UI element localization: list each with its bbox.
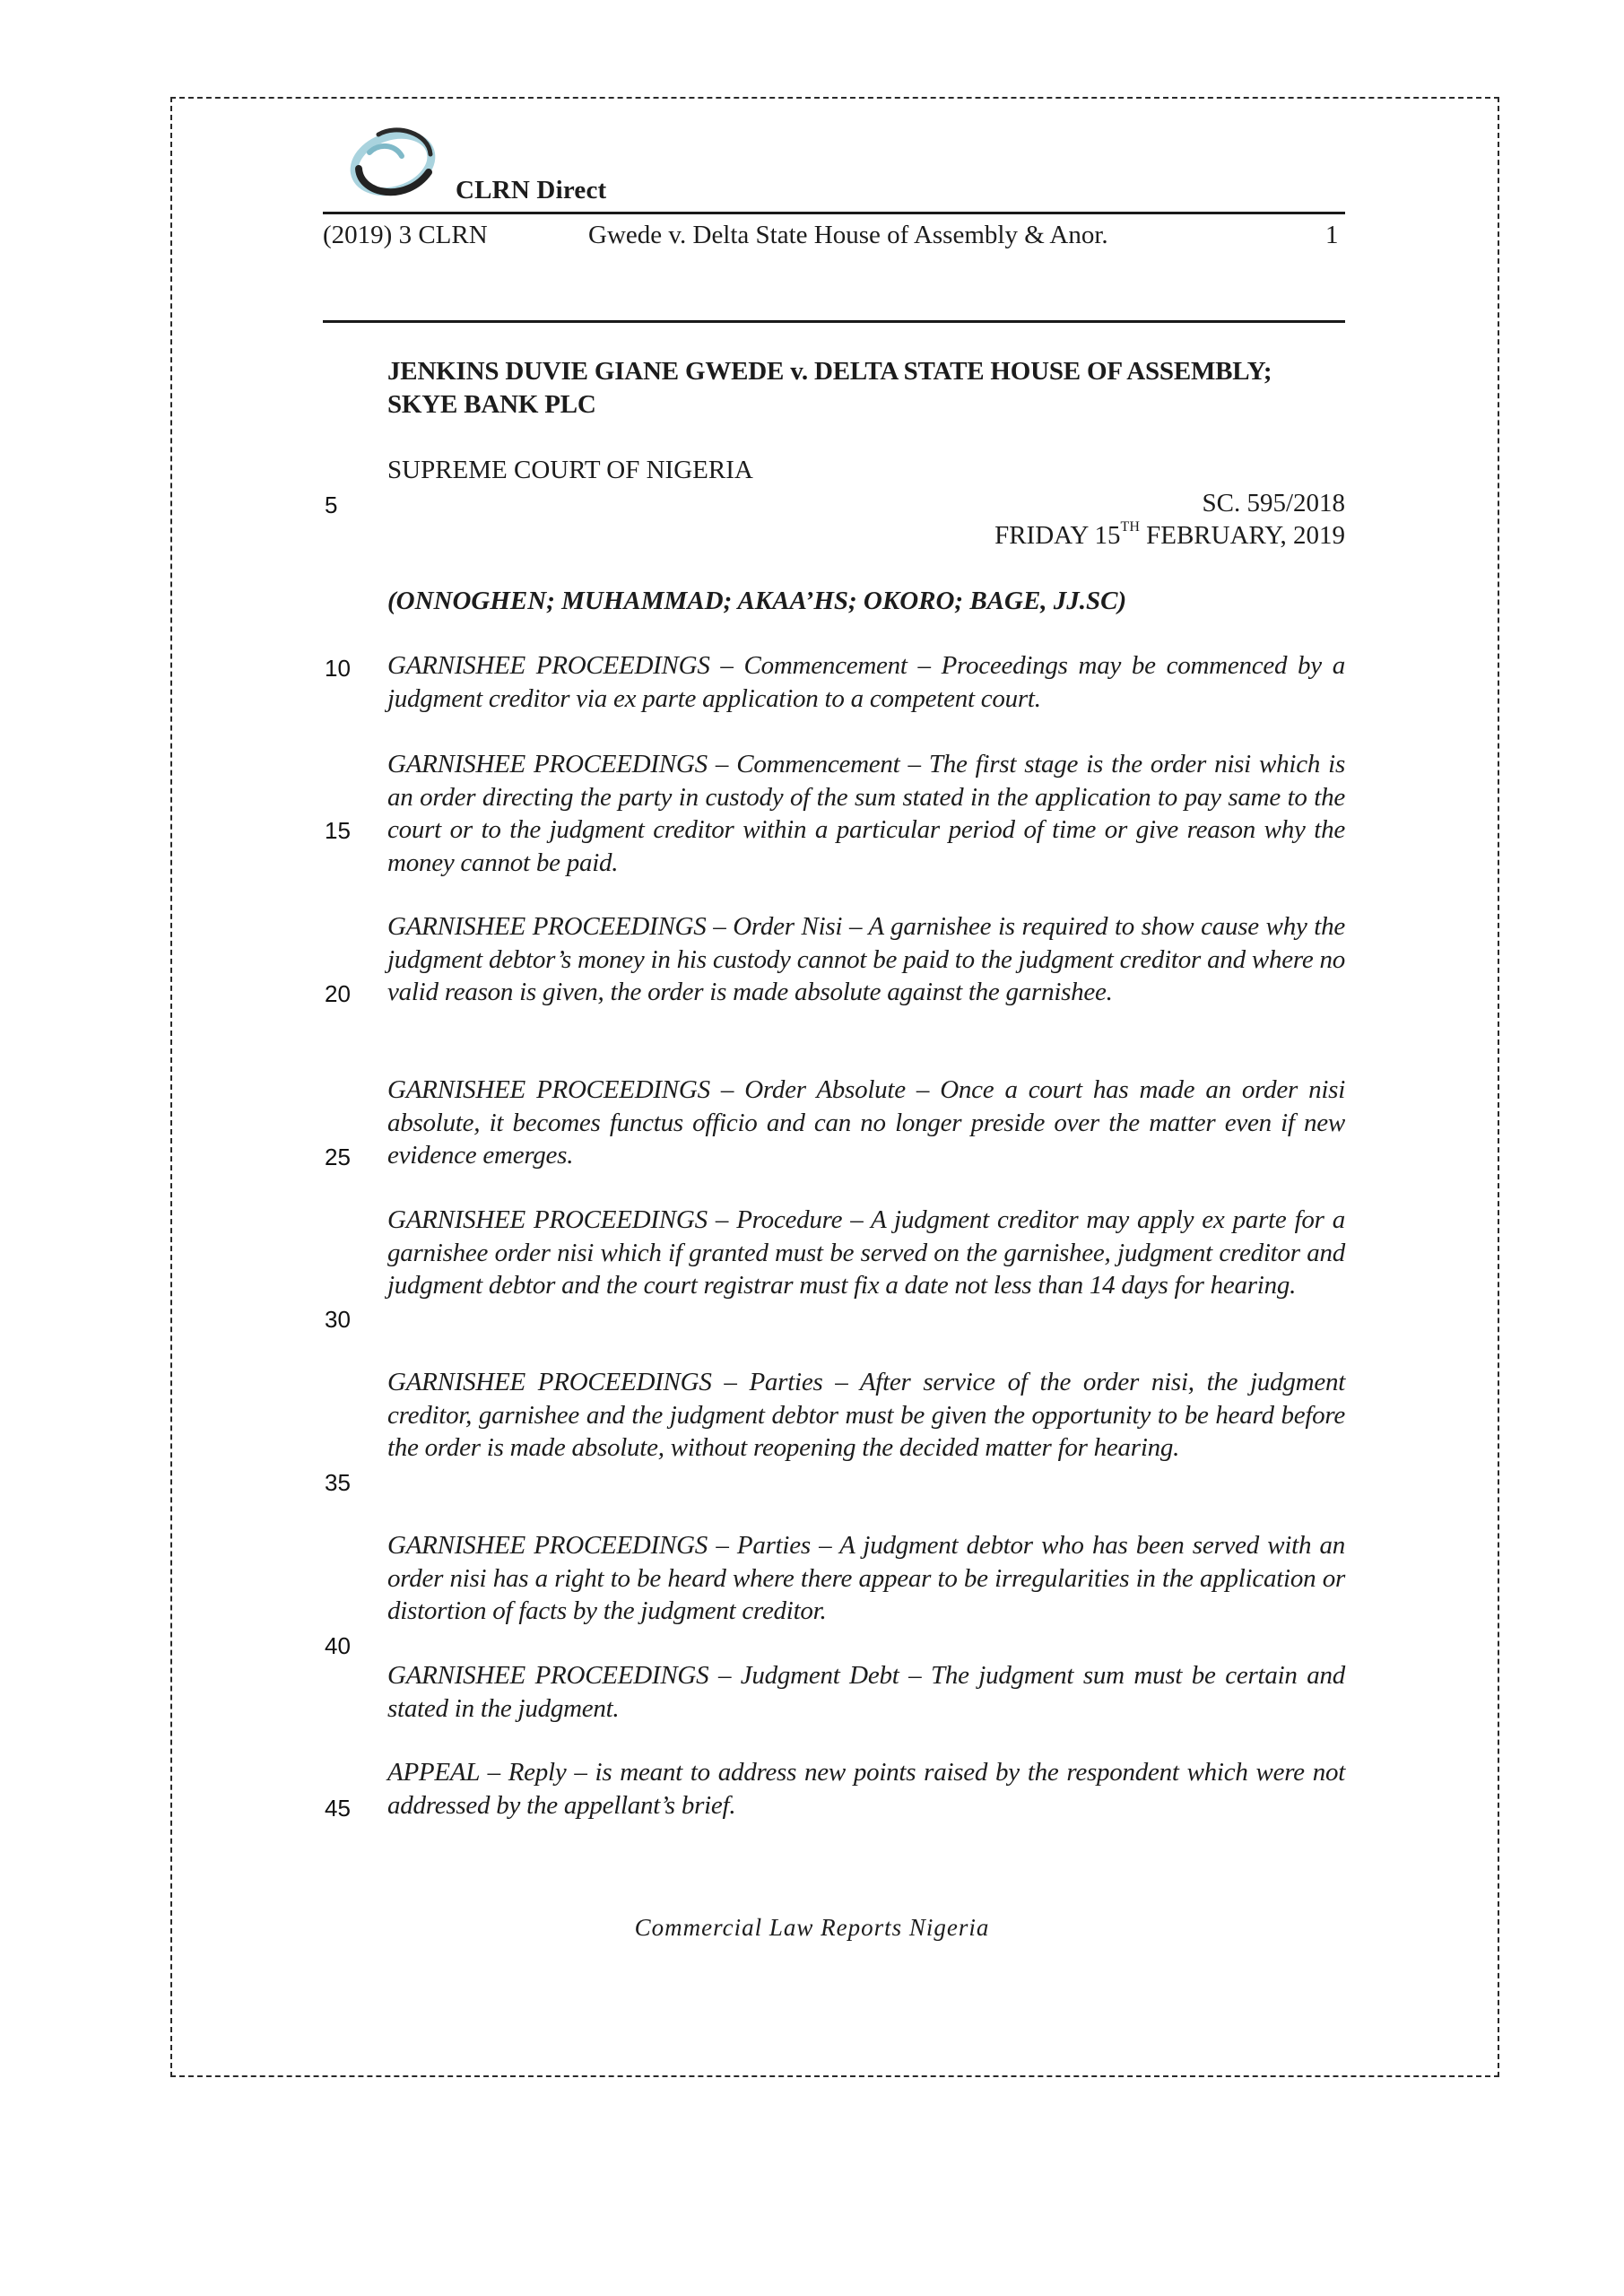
holding-paragraph: GARNISHEE PROCEEDINGS – Order Absolute – Once a court has made an order nisi absolute, it becomes functus officio and can no longer preside over the matter even if new evidence emerges.	[387, 1075, 1345, 1170]
line-number: 30	[325, 1306, 351, 1333]
justices: (ONNOGHEN; MUHAMMAD; AKAA’HS; OKORO; BAGE, JJ.SC)	[387, 587, 1127, 615]
line-number: 5	[325, 491, 338, 518]
judgment-date: FRIDAY 15TH FEBRUARY, 2019	[994, 519, 1345, 550]
line-number: 25	[325, 1144, 351, 1170]
court-name: SUPREME COURT OF NIGERIA	[387, 456, 753, 484]
holding-paragraph: GARNISHEE PROCEEDINGS – Procedure – A judgment creditor may apply ex parte for a garnishee order nisi which if granted must be served on the garnishee, judgment creditor and judgment debtor and the court registrar must fix a date not less than 14 days for hearing.	[387, 1205, 1345, 1300]
page-number: 1	[1325, 221, 1339, 249]
holding-paragraph: GARNISHEE PROCEEDINGS – Commencement – Proceedings may be commenced by a judgment creditor via ex parte application to a competent court.	[387, 651, 1345, 713]
line-number: 20	[325, 980, 351, 1007]
line-number: 10	[325, 655, 351, 682]
clrn-swirl-logo-icon	[343, 117, 441, 206]
line-number: 40	[325, 1632, 351, 1659]
header-rule	[323, 212, 1345, 214]
line-number: 45	[325, 1795, 351, 1822]
case-parties: JENKINS DUVIE GIANE GWEDE v. DELTA STATE HOUSE OF ASSEMBLY; SKYE BANK PLC	[387, 357, 1272, 419]
suit-number: SC. 595/2018	[1202, 489, 1345, 517]
holding-paragraph: GARNISHEE PROCEEDINGS – Judgment Debt – The judgment sum must be certain and stated in the judgment.	[387, 1661, 1345, 1723]
page-footer: Commercial Law Reports Nigeria	[634, 1914, 990, 1941]
running-title: Gwede v. Delta State House of Assembly & Anor.	[588, 221, 1108, 249]
holding-paragraph: GARNISHEE PROCEEDINGS – Parties – A judgment debtor who has been served with an order nisi has a right to be heard where there appear to be irregularities in the application or distortion of facts by the judgment creditor.	[387, 1531, 1345, 1625]
holding-paragraph: APPEAL – Reply – is meant to address new points raised by the respondent which were not addressed by the appellant’s brief.	[387, 1758, 1345, 1820]
line-number: 15	[325, 817, 351, 844]
line-number: 35	[325, 1469, 351, 1496]
holding-paragraph: GARNISHEE PROCEEDINGS – Parties – After service of the order nisi, the judgment creditor, garnishee and the judgment debtor must be given the opportunity to be heard before the order is made absolute, without reopening the decided matter for hearing.	[387, 1368, 1345, 1462]
holding-paragraph: GARNISHEE PROCEEDINGS – Order Nisi – A garnishee is required to show cause why the judgment debtor’s money in his custody cannot be paid to the judgment creditor and where no valid reason is given, the order is made absolute against the garnishee.	[387, 912, 1345, 1006]
header-rule-lower	[323, 320, 1345, 323]
brand-name: CLRN Direct	[456, 176, 607, 204]
holding-paragraph: GARNISHEE PROCEEDINGS – Commencement – The first stage is the order nisi which is an order directing the party in custody of the sum stated in the application to pay same to the court or to the judgment creditor within a particular period of time or give reason why the money cannot be paid.	[387, 750, 1345, 877]
report-citation: (2019) 3 CLRN	[323, 221, 488, 249]
